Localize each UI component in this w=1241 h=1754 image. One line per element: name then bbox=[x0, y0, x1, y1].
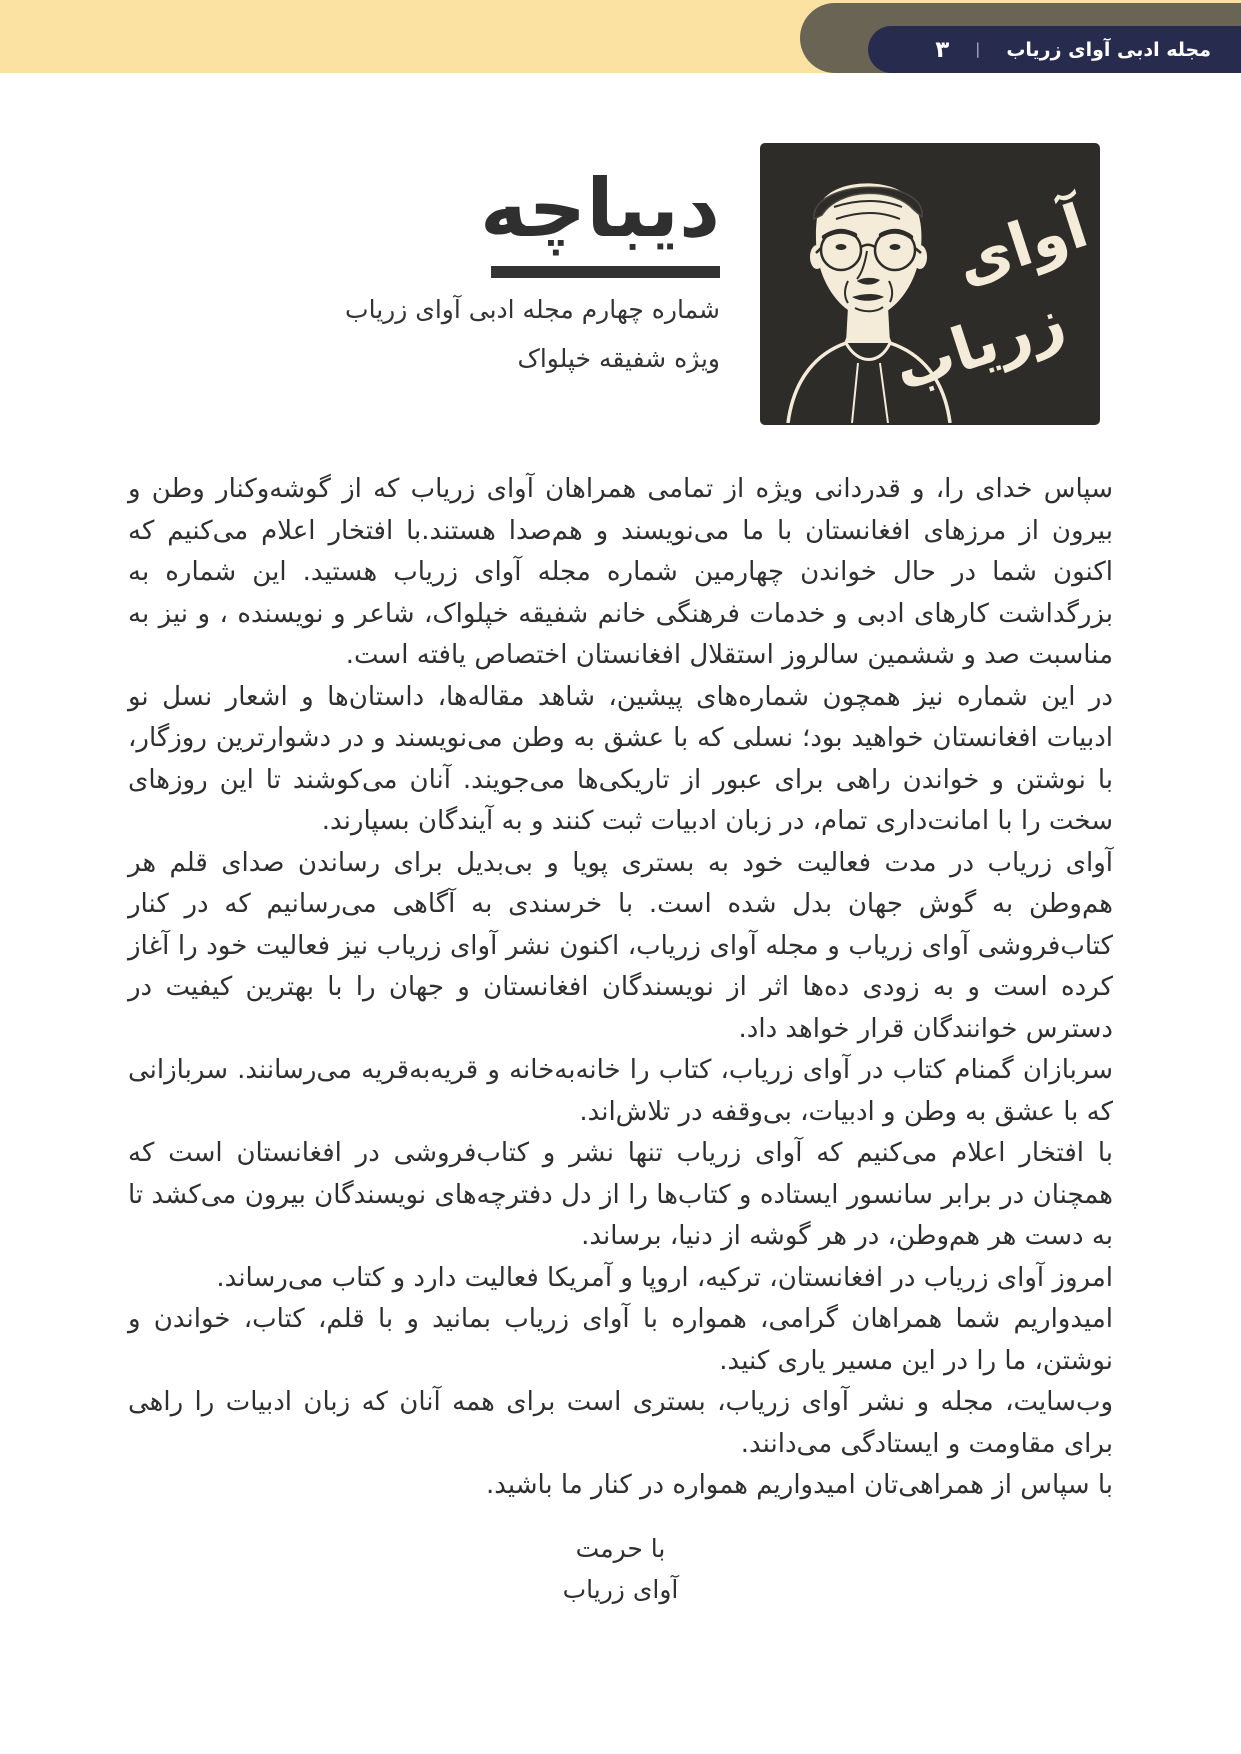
subtitle-line-2: ویژه شفیقه خپلواک bbox=[517, 344, 720, 373]
body-paragraph: آوای زریاب در مدت فعالیت خود به بستری پویا و بی‌بدیل برای رساندن صدای قلم هر هم‌وطن به گوش جهان بدل شده است. با خرسندی به آگاهی می‌رسانیم که در کنار کتاب‌فروشی آوای زریاب و مجله آوای زریاب، اکنون نشر آوای زریاب نیز فعالیت خود را آغاز کرده است و به زودی ده‌ها اثر از نویسندگان افغانستان و جهان را با بهترین کیفیت در دسترس خوانندگان قرار خواهد داد. bbox=[128, 847, 1113, 1044]
header-pill bbox=[868, 26, 1241, 73]
page-number: ۳ bbox=[935, 36, 950, 63]
body-paragraph: سپاس خدای را، و قدردانی ویژه از تمامی همراهان آوای زریاب که از گوشه‌وکنار وطن و بیرون از مرزهای افغانستان با ما می‌نویسند و هم‌صدا هستند.با افتخار اعلام می‌کنیم که اکنون شما در حال خواندن چهارمین شماره مجله آوای زریاب هستید. این شماره به بزرگداشت کارهای ادبی و خدمات فرهنگی خانم شفیقه خپلواک، شاعر و نویسنده ، و نیز به مناسبت صد و ششمین سالروز استقلال افغانستان اختصاص یافته است. bbox=[128, 474, 1113, 670]
preface-body bbox=[128, 469, 1113, 1507]
subtitle-line-1: شماره چهارم مجله ادبی آوای زریاب bbox=[345, 295, 720, 324]
body-paragraph: با افتخار اعلام می‌کنیم که آوای زریاب تنها نشر و کتاب‌فروشی در افغانستان است که همچنان در برابر سانسور ایستاده و کتاب‌ها را از دل دفترچه‌های نویسندگان بیرون می‌کشد تا به دست هر هم‌وطن، در هر گوشه از دنیا، برساند. bbox=[128, 1138, 1113, 1251]
body-paragraph: وب‌سایت، مجله و نشر آوای زریاب، بستری است برای همه آنان که زبان ادبیات را راهی برای مقاومت و ایستادگی می‌دانند. bbox=[128, 1387, 1113, 1459]
body-paragraph: امروز آوای زریاب در افغانستان، ترکیه، اروپا و آمریکا فعالیت دارد و کتاب می‌رساند. bbox=[216, 1262, 1113, 1293]
body-paragraph: در این شماره نیز همچون شماره‌های پیشین، شاهد مقاله‌ها، داستان‌ها و اشعار نسل نو ادبیات افغانستان خواهید بود؛ نسلی که با عشق به وطن می‌نویسند و در دشوارترین روزگار، با نوشتن و خواندن راهی برای عبور از تاریکی‌ها می‌جویند. آنان می‌کوشند تا این روزهای سخت را با امانت‌داری تمام، در زبان ادبیات ثبت کنند و به آیندگان بسپارند. bbox=[128, 681, 1113, 836]
logo-calligraphy-word-1: آوای bbox=[947, 191, 1096, 299]
page-title: دیباچه bbox=[480, 162, 720, 255]
signature-block bbox=[0, 1528, 1241, 1610]
masthead bbox=[300, 158, 720, 374]
title-rule bbox=[491, 266, 720, 278]
header-magazine-title: مجله ادبی آوای زریاب bbox=[1006, 38, 1211, 61]
signature-line-1: با حرمت bbox=[575, 1534, 666, 1563]
signature-line-2: آوای زریاب bbox=[562, 1575, 679, 1604]
body-paragraph: با سپاس از همراهی‌تان امیدواریم همواره در کنار ما باشید. bbox=[485, 1470, 1113, 1500]
logo-calligraphy-word-2: زریاب bbox=[885, 284, 1073, 406]
body-paragraph: امیدواریم شما همراهان گرامی، همواره با آوای زریاب بمانید و با قلم، کتاب، خواندن و نوشتن، ما را در این مسیر یاری کنید. bbox=[128, 1304, 1113, 1376]
logo-box bbox=[760, 143, 1100, 425]
header-separator: | bbox=[975, 39, 981, 58]
logo-calligraphy bbox=[760, 143, 1100, 425]
body-paragraph: سربازان گمنام کتاب در آوای زریاب، کتاب را خانه‌به‌خانه و قریه‌به‌قریه می‌رسانند. سربازانی که با عشق به وطن و ادبیات، بی‌وقفه در تلاش‌اند. bbox=[128, 1055, 1113, 1127]
